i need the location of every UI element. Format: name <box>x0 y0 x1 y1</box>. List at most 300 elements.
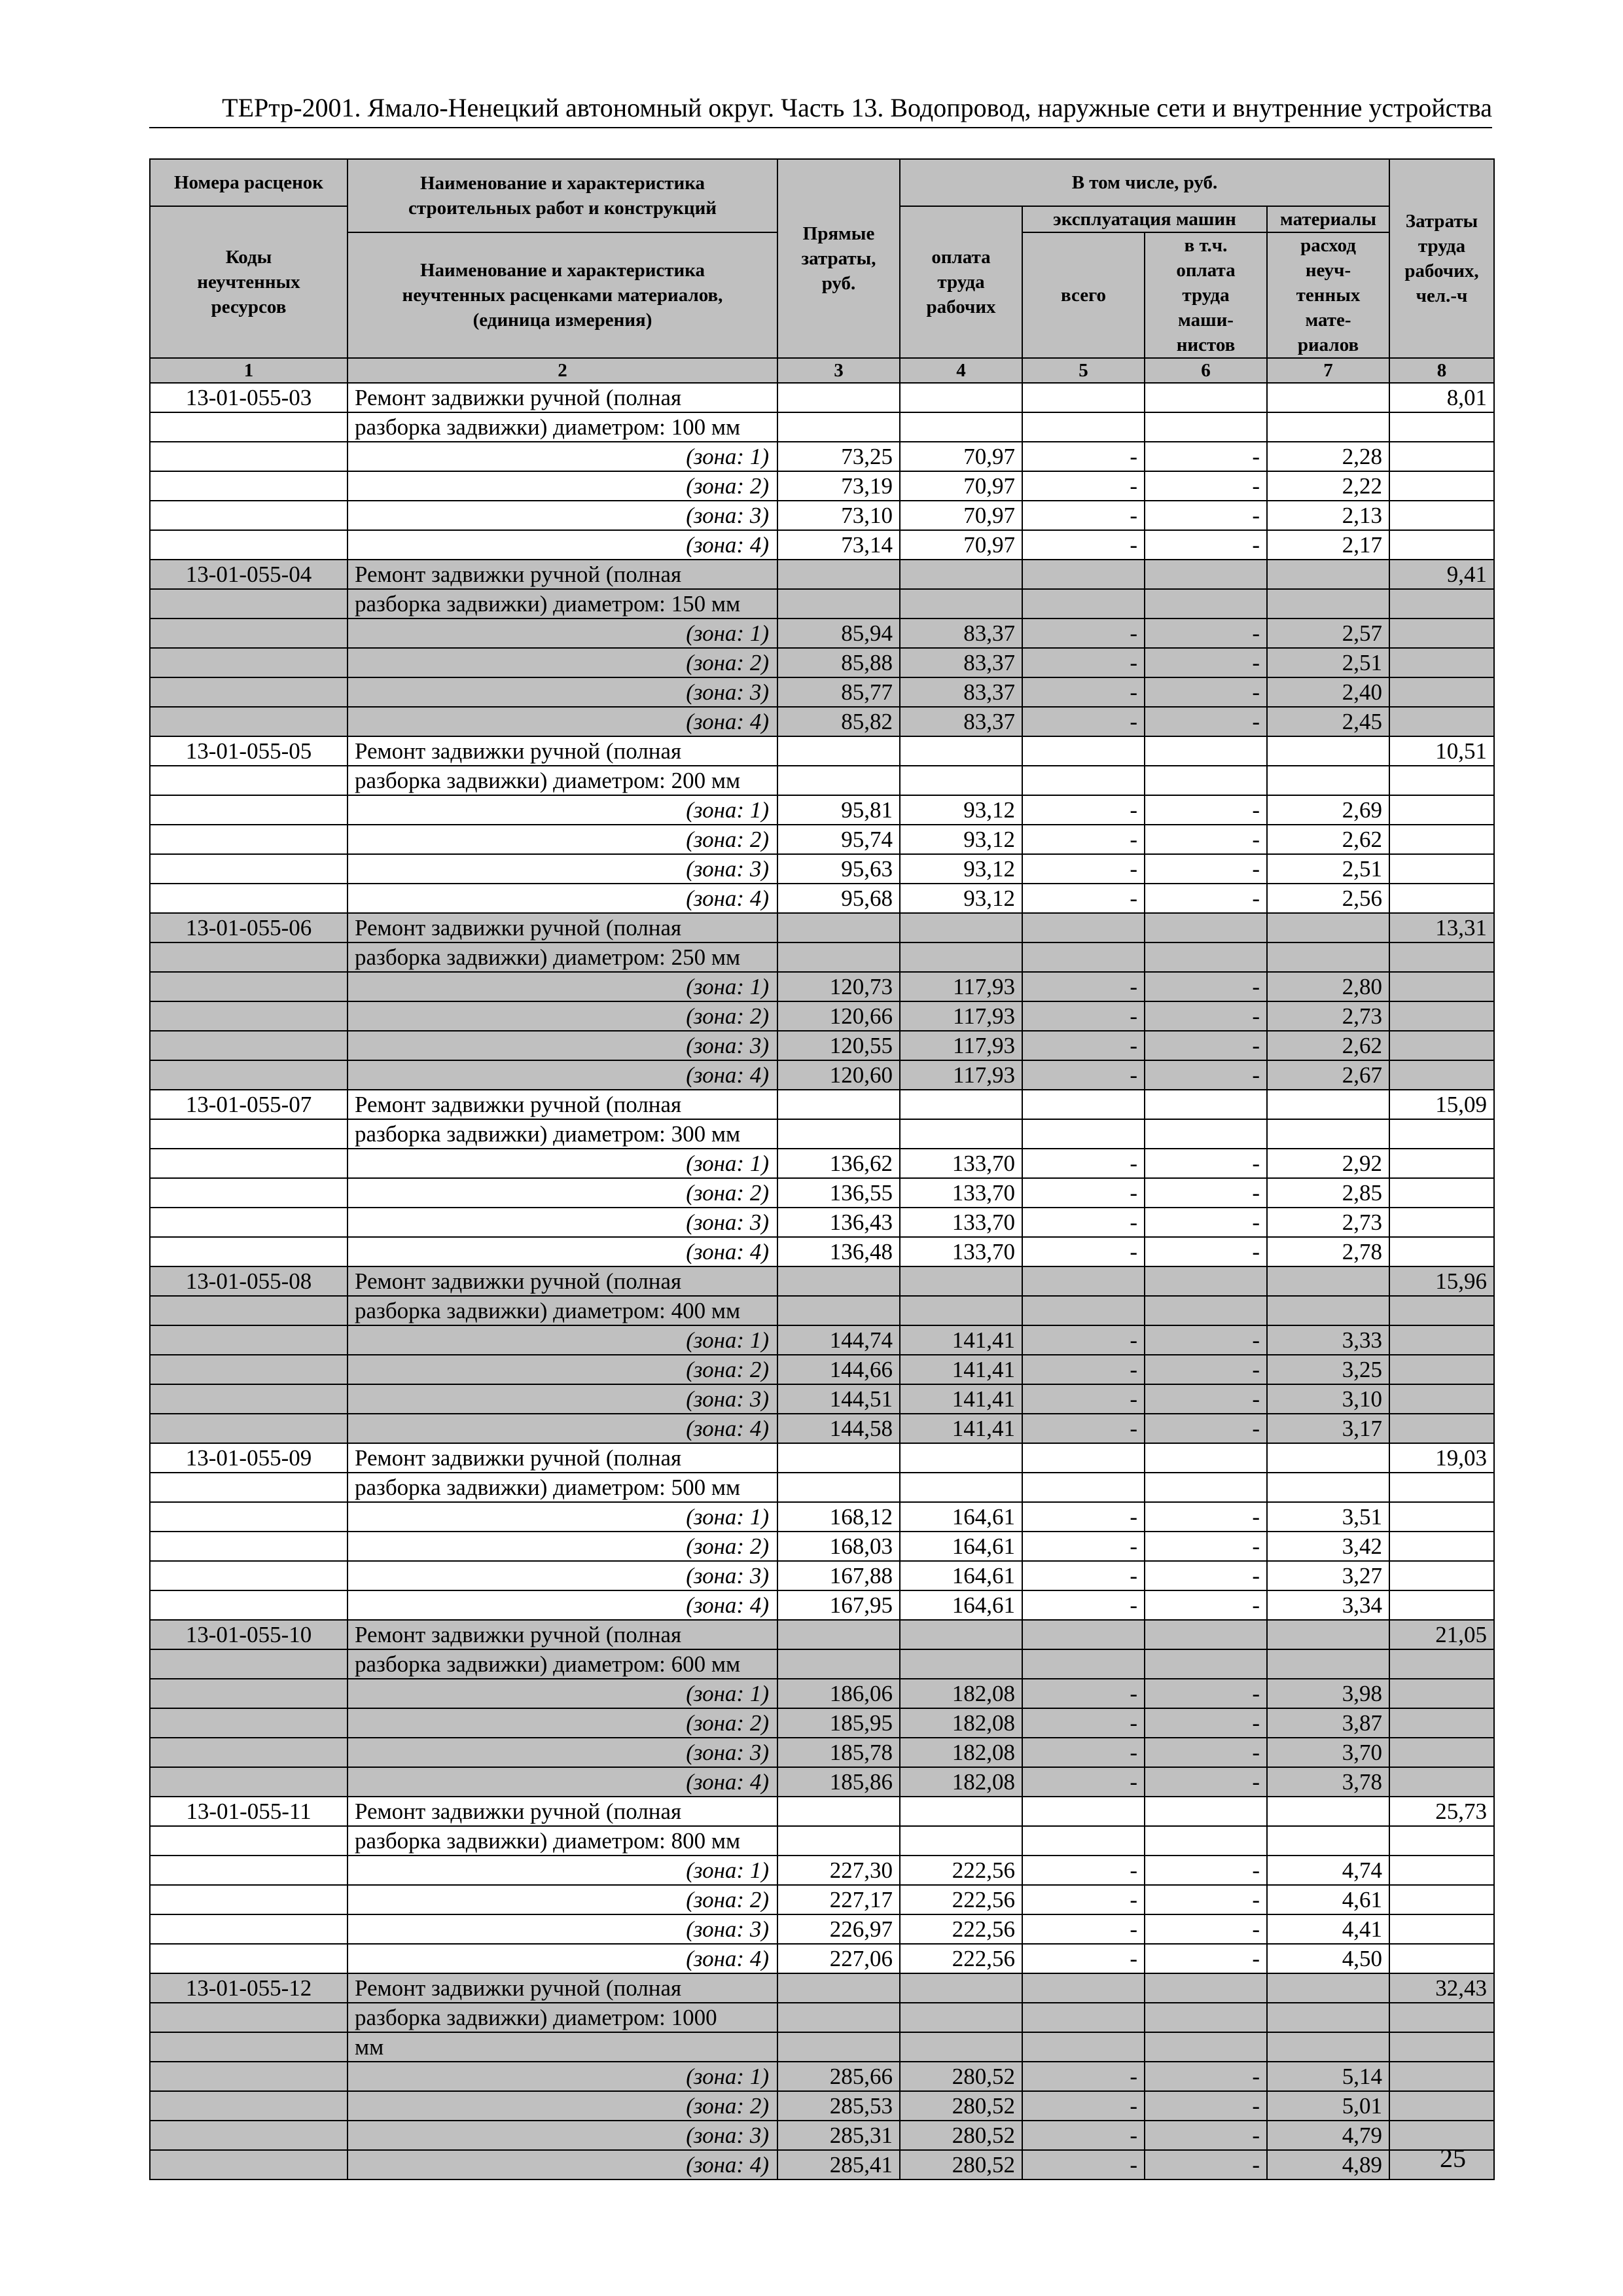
labor-costs: 9,41 <box>1389 560 1494 589</box>
header-total: всего <box>1022 232 1145 358</box>
work-name-line: разборка задвижки) диаметром: 200 мм <box>348 766 777 795</box>
machinist-pay: - <box>1145 648 1267 677</box>
header-line: неуч- <box>1305 260 1351 281</box>
empty-cell <box>150 795 348 825</box>
direct-costs: 185,78 <box>777 1738 900 1767</box>
direct-costs: 85,82 <box>777 707 900 736</box>
empty-cell <box>150 2032 348 2062</box>
machine-operation: - <box>1022 707 1145 736</box>
machine-operation: - <box>1022 2062 1145 2091</box>
worker-pay: 222,56 <box>900 1856 1022 1885</box>
zone-label: (зона: 2) <box>348 1178 777 1208</box>
worker-pay: 83,37 <box>900 707 1022 736</box>
empty-cell <box>1389 1149 1494 1178</box>
zone-label: (зона: 4) <box>348 1237 777 1266</box>
empty-cell <box>1022 1443 1145 1473</box>
zone-row <box>150 1355 1494 1384</box>
empty-cell <box>1022 1473 1145 1502</box>
empty-cell <box>1389 442 1494 471</box>
direct-costs: 185,95 <box>777 1708 900 1738</box>
empty-cell <box>150 677 348 707</box>
rate-code: 13-01-055-07 <box>150 1090 348 1119</box>
worker-pay: 164,61 <box>900 1532 1022 1561</box>
rates-table <box>149 158 1495 2180</box>
worker-pay: 83,37 <box>900 619 1022 648</box>
empty-cell <box>1267 1826 1389 1856</box>
machine-operation: - <box>1022 501 1145 530</box>
empty-cell <box>1389 1060 1494 1090</box>
machinist-pay: - <box>1145 2121 1267 2150</box>
empty-cell <box>1145 560 1267 589</box>
rate-group <box>150 560 1494 736</box>
rate-code: 13-01-055-09 <box>150 1443 348 1473</box>
zone-row <box>150 2062 1494 2091</box>
worker-pay: 83,37 <box>900 677 1022 707</box>
rate-code: 13-01-055-06 <box>150 913 348 942</box>
empty-cell <box>1145 1826 1267 1856</box>
zone-row <box>150 854 1494 884</box>
direct-costs: 73,25 <box>777 442 900 471</box>
zone-label: (зона: 1) <box>348 972 777 1001</box>
zone-row <box>150 1914 1494 1944</box>
empty-cell <box>900 1826 1022 1856</box>
empty-cell <box>150 1296 348 1325</box>
labor-costs: 13,31 <box>1389 913 1494 942</box>
empty-cell <box>1389 1649 1494 1679</box>
direct-costs: 95,68 <box>777 884 900 913</box>
empty-cell <box>1389 707 1494 736</box>
machinist-pay: - <box>1145 795 1267 825</box>
direct-costs: 120,73 <box>777 972 900 1001</box>
empty-cell <box>1389 972 1494 1001</box>
zone-row <box>150 795 1494 825</box>
zone-row <box>150 1944 1494 1973</box>
empty-cell <box>150 1325 348 1355</box>
direct-costs: 136,62 <box>777 1149 900 1178</box>
table-row <box>150 2003 1494 2032</box>
header-line: рабочих, <box>1404 260 1479 281</box>
table-row <box>150 560 1494 589</box>
worker-pay: 141,41 <box>900 1355 1022 1384</box>
machine-operation: - <box>1022 1060 1145 1090</box>
table-row <box>150 736 1494 766</box>
work-name-line: Ремонт задвижки ручной (полная <box>348 1797 777 1826</box>
materials-cost: 3,10 <box>1267 1384 1389 1414</box>
machinist-pay: - <box>1145 2091 1267 2121</box>
empty-cell <box>1022 913 1145 942</box>
empty-cell <box>150 1561 348 1590</box>
zone-label: (зона: 3) <box>348 501 777 530</box>
work-name-line: Ремонт задвижки ручной (полная <box>348 1973 777 2003</box>
machine-operation: - <box>1022 1590 1145 1620</box>
machinist-pay: - <box>1145 1532 1267 1561</box>
direct-costs: 85,88 <box>777 648 900 677</box>
header-line: в т.ч. <box>1184 235 1228 256</box>
direct-costs: 85,94 <box>777 619 900 648</box>
empty-cell <box>1389 884 1494 913</box>
machinist-pay: - <box>1145 1178 1267 1208</box>
zone-label: (зона: 4) <box>348 1060 777 1090</box>
materials-cost: 2,51 <box>1267 854 1389 884</box>
direct-costs: 120,60 <box>777 1060 900 1090</box>
machinist-pay: - <box>1145 1856 1267 1885</box>
empty-cell <box>777 2032 900 2062</box>
empty-cell <box>1022 1296 1145 1325</box>
empty-cell <box>777 1473 900 1502</box>
rate-group <box>150 1620 1494 1797</box>
empty-cell <box>1389 1856 1494 1885</box>
zone-label: (зона: 3) <box>348 677 777 707</box>
worker-pay: 93,12 <box>900 854 1022 884</box>
direct-costs: 144,51 <box>777 1384 900 1414</box>
rate-group <box>150 1443 1494 1620</box>
empty-cell <box>150 1208 348 1237</box>
empty-cell <box>150 1060 348 1090</box>
header-line: Затраты <box>1405 211 1478 232</box>
empty-cell <box>1267 560 1389 589</box>
materials-cost: 4,50 <box>1267 1944 1389 1973</box>
empty-cell <box>1389 1532 1494 1561</box>
zone-row <box>150 442 1494 471</box>
empty-cell <box>777 1090 900 1119</box>
header-line: труда <box>1182 285 1230 306</box>
worker-pay: 133,70 <box>900 1208 1022 1237</box>
table-row <box>150 1266 1494 1296</box>
work-name-line: разборка задвижки) диаметром: 400 мм <box>348 1296 777 1325</box>
table-row <box>150 1649 1494 1679</box>
labor-costs: 8,01 <box>1389 383 1494 412</box>
materials-cost: 3,34 <box>1267 1590 1389 1620</box>
rate-group <box>150 913 1494 1090</box>
machine-operation: - <box>1022 1561 1145 1590</box>
empty-cell <box>1389 1119 1494 1149</box>
empty-cell <box>1145 1473 1267 1502</box>
direct-costs: 120,66 <box>777 1001 900 1031</box>
empty-cell <box>1145 383 1267 412</box>
worker-pay: 70,97 <box>900 501 1022 530</box>
zone-label: (зона: 1) <box>348 1679 777 1708</box>
empty-cell <box>1267 1266 1389 1296</box>
worker-pay: 117,93 <box>900 972 1022 1001</box>
empty-cell <box>1022 560 1145 589</box>
machinist-pay: - <box>1145 1590 1267 1620</box>
direct-costs: 85,77 <box>777 677 900 707</box>
header-line: строительных работ и конструкций <box>408 198 717 219</box>
worker-pay: 117,93 <box>900 1060 1022 1090</box>
materials-cost: 3,25 <box>1267 1355 1389 1384</box>
empty-cell <box>150 1885 348 1914</box>
column-number: 6 <box>1145 358 1267 383</box>
empty-cell <box>150 589 348 619</box>
empty-cell <box>1267 1473 1389 1502</box>
empty-cell <box>1389 471 1494 501</box>
work-name-line: разборка задвижки) диаметром: 150 мм <box>348 589 777 619</box>
zone-row <box>150 1738 1494 1767</box>
machine-operation: - <box>1022 972 1145 1001</box>
header-line: руб. <box>821 273 856 294</box>
labor-costs: 21,05 <box>1389 1620 1494 1649</box>
empty-cell <box>777 383 900 412</box>
machinist-pay: - <box>1145 501 1267 530</box>
rate-code: 13-01-055-12 <box>150 1973 348 2003</box>
work-name-line: разборка задвижки) диаметром: 1000 <box>348 2003 777 2032</box>
empty-cell <box>150 412 348 442</box>
machine-operation: - <box>1022 1325 1145 1355</box>
direct-costs: 185,86 <box>777 1767 900 1797</box>
zone-row <box>150 619 1494 648</box>
zone-label: (зона: 4) <box>348 2150 777 2179</box>
machine-operation: - <box>1022 825 1145 854</box>
empty-cell <box>1389 1031 1494 1060</box>
empty-cell <box>1267 2003 1389 2032</box>
work-name-line: Ремонт задвижки ручной (полная <box>348 1090 777 1119</box>
empty-cell <box>777 2003 900 2032</box>
empty-cell <box>1389 1325 1494 1355</box>
empty-cell <box>1022 1973 1145 2003</box>
empty-cell <box>1267 1973 1389 2003</box>
zone-row <box>150 530 1494 560</box>
zone-label: (зона: 1) <box>348 442 777 471</box>
empty-cell <box>1389 1502 1494 1532</box>
worker-pay: 83,37 <box>900 648 1022 677</box>
header-direct-costs <box>777 159 900 358</box>
header-line: тенных <box>1296 285 1361 306</box>
header-line: труда <box>937 272 985 293</box>
header-resource-codes <box>150 206 348 358</box>
empty-cell <box>1022 412 1145 442</box>
empty-cell <box>150 648 348 677</box>
empty-cell <box>777 589 900 619</box>
empty-cell <box>1389 1473 1494 1502</box>
worker-pay: 182,08 <box>900 1767 1022 1797</box>
empty-cell <box>150 1502 348 1532</box>
empty-cell <box>150 825 348 854</box>
header-line: ресурсов <box>211 296 287 317</box>
materials-cost: 2,17 <box>1267 530 1389 560</box>
zone-label: (зона: 1) <box>348 1149 777 1178</box>
empty-cell <box>1022 2032 1145 2062</box>
empty-cell <box>150 707 348 736</box>
rate-code: 13-01-055-04 <box>150 560 348 589</box>
header-line: оплата <box>1176 260 1236 281</box>
zone-row <box>150 1502 1494 1532</box>
machinist-pay: - <box>1145 2062 1267 2091</box>
machine-operation: - <box>1022 1414 1145 1443</box>
header-line: мате- <box>1305 310 1351 331</box>
empty-cell <box>900 2032 1022 2062</box>
zone-label: (зона: 4) <box>348 1767 777 1797</box>
empty-cell <box>1389 1679 1494 1708</box>
table-row <box>150 1090 1494 1119</box>
materials-cost: 4,41 <box>1267 1914 1389 1944</box>
machinist-pay: - <box>1145 1325 1267 1355</box>
table-row <box>150 589 1494 619</box>
column-number: 3 <box>777 358 900 383</box>
machine-operation: - <box>1022 619 1145 648</box>
materials-cost: 2,40 <box>1267 677 1389 707</box>
empty-cell <box>777 560 900 589</box>
direct-costs: 167,95 <box>777 1590 900 1620</box>
empty-cell <box>1145 1266 1267 1296</box>
zone-row <box>150 1237 1494 1266</box>
machine-operation: - <box>1022 854 1145 884</box>
zone-label: (зона: 2) <box>348 825 777 854</box>
empty-cell <box>777 1973 900 2003</box>
work-name-line: Ремонт задвижки ручной (полная <box>348 913 777 942</box>
rate-code: 13-01-055-05 <box>150 736 348 766</box>
empty-cell <box>1389 1561 1494 1590</box>
materials-cost: 3,33 <box>1267 1325 1389 1355</box>
empty-cell <box>1022 1119 1145 1149</box>
header-worker-pay <box>900 206 1022 358</box>
materials-cost: 2,57 <box>1267 619 1389 648</box>
header-line: расход <box>1300 235 1356 256</box>
empty-cell <box>150 1178 348 1208</box>
worker-pay: 133,70 <box>900 1237 1022 1266</box>
direct-costs: 73,14 <box>777 530 900 560</box>
zone-row <box>150 471 1494 501</box>
empty-cell <box>150 2121 348 2150</box>
worker-pay: 164,61 <box>900 1502 1022 1532</box>
header-line: чел.-ч <box>1416 285 1468 306</box>
zone-label: (зона: 4) <box>348 1590 777 1620</box>
header-work-name <box>348 159 777 232</box>
rate-group <box>150 383 1494 560</box>
table-row <box>150 1443 1494 1473</box>
direct-costs: 226,97 <box>777 1914 900 1944</box>
rate-group <box>150 736 1494 913</box>
empty-cell <box>777 1620 900 1649</box>
empty-cell <box>1022 1797 1145 1826</box>
empty-cell <box>1145 1620 1267 1649</box>
zone-row <box>150 648 1494 677</box>
running-header: ТЕРтр-2001. Ямало-Ненецкий автономный округ. Часть 13. Водопровод, наружные сети и внутренние устройства <box>222 93 1492 122</box>
empty-cell <box>1389 766 1494 795</box>
machinist-pay: - <box>1145 707 1267 736</box>
machine-operation: - <box>1022 1708 1145 1738</box>
machinist-pay: - <box>1145 1237 1267 1266</box>
empty-cell <box>150 972 348 1001</box>
zone-label: (зона: 4) <box>348 530 777 560</box>
machinist-pay: - <box>1145 1149 1267 1178</box>
zone-row <box>150 677 1494 707</box>
empty-cell <box>900 1119 1022 1149</box>
empty-cell <box>1145 1296 1267 1325</box>
empty-cell <box>150 1738 348 1767</box>
empty-cell <box>777 1443 900 1473</box>
empty-cell <box>150 1001 348 1031</box>
machinist-pay: - <box>1145 1414 1267 1443</box>
worker-pay: 141,41 <box>900 1325 1022 1355</box>
zone-row <box>150 972 1494 1001</box>
zone-label: (зона: 3) <box>348 1561 777 1590</box>
direct-costs: 227,06 <box>777 1944 900 1973</box>
materials-cost: 2,28 <box>1267 442 1389 471</box>
materials-cost: 3,51 <box>1267 1502 1389 1532</box>
zone-label: (зона: 4) <box>348 1414 777 1443</box>
zone-row <box>150 1414 1494 1443</box>
empty-cell <box>900 1266 1022 1296</box>
zone-row <box>150 1384 1494 1414</box>
work-name-line: разборка задвижки) диаметром: 250 мм <box>348 942 777 972</box>
work-name-line: Ремонт задвижки ручной (полная <box>348 1620 777 1649</box>
zone-row <box>150 501 1494 530</box>
machinist-pay: - <box>1145 442 1267 471</box>
empty-cell <box>150 2150 348 2179</box>
table-row <box>150 383 1494 412</box>
empty-cell <box>150 766 348 795</box>
zone-label: (зона: 2) <box>348 1708 777 1738</box>
zone-label: (зона: 1) <box>348 795 777 825</box>
zone-row <box>150 2091 1494 2121</box>
rate-group <box>150 1090 1494 1266</box>
table-row <box>150 913 1494 942</box>
zone-row <box>150 884 1494 913</box>
empty-cell <box>1389 2062 1494 2091</box>
rate-group <box>150 1973 1494 2179</box>
worker-pay: 222,56 <box>900 1885 1022 1914</box>
header-materials: материалы <box>1267 206 1389 232</box>
materials-cost: 2,73 <box>1267 1001 1389 1031</box>
materials-cost: 3,87 <box>1267 1708 1389 1738</box>
materials-cost: 2,62 <box>1267 1031 1389 1060</box>
empty-cell <box>150 1237 348 1266</box>
empty-cell <box>1389 1178 1494 1208</box>
zone-label: (зона: 3) <box>348 1384 777 1414</box>
machine-operation: - <box>1022 2091 1145 2121</box>
machinist-pay: - <box>1145 677 1267 707</box>
empty-cell <box>150 1149 348 1178</box>
machine-operation: - <box>1022 1031 1145 1060</box>
zone-row <box>150 1856 1494 1885</box>
empty-cell <box>1267 589 1389 619</box>
labor-costs: 32,43 <box>1389 1973 1494 2003</box>
machine-operation: - <box>1022 1944 1145 1973</box>
header-line: затраты, <box>801 248 876 269</box>
header-line: риалов <box>1297 334 1359 355</box>
empty-cell <box>900 1620 1022 1649</box>
materials-cost: 2,56 <box>1267 884 1389 913</box>
empty-cell <box>1389 1738 1494 1767</box>
empty-cell <box>1022 1826 1145 1856</box>
zone-row <box>150 2150 1494 2179</box>
empty-cell <box>1267 1797 1389 1826</box>
zone-label: (зона: 2) <box>348 1355 777 1384</box>
header-line: Прямые <box>802 223 875 244</box>
machine-operation: - <box>1022 1384 1145 1414</box>
machine-operation: - <box>1022 1178 1145 1208</box>
worker-pay: 164,61 <box>900 1590 1022 1620</box>
worker-pay: 182,08 <box>900 1738 1022 1767</box>
header-line: Наименование и характеристика <box>419 260 705 281</box>
empty-cell <box>1267 736 1389 766</box>
empty-cell <box>1267 1119 1389 1149</box>
direct-costs: 168,12 <box>777 1502 900 1532</box>
empty-cell <box>150 854 348 884</box>
zone-label: (зона: 4) <box>348 1944 777 1973</box>
materials-cost: 2,69 <box>1267 795 1389 825</box>
empty-cell <box>900 1443 1022 1473</box>
machine-operation: - <box>1022 1885 1145 1914</box>
table-row <box>150 766 1494 795</box>
empty-cell <box>1145 2032 1267 2062</box>
empty-cell <box>777 736 900 766</box>
machine-operation: - <box>1022 677 1145 707</box>
work-name-line: Ремонт задвижки ручной (полная <box>348 1443 777 1473</box>
table-row <box>150 1826 1494 1856</box>
work-name-line: Ремонт задвижки ручной (полная <box>348 1266 777 1296</box>
machine-operation: - <box>1022 471 1145 501</box>
